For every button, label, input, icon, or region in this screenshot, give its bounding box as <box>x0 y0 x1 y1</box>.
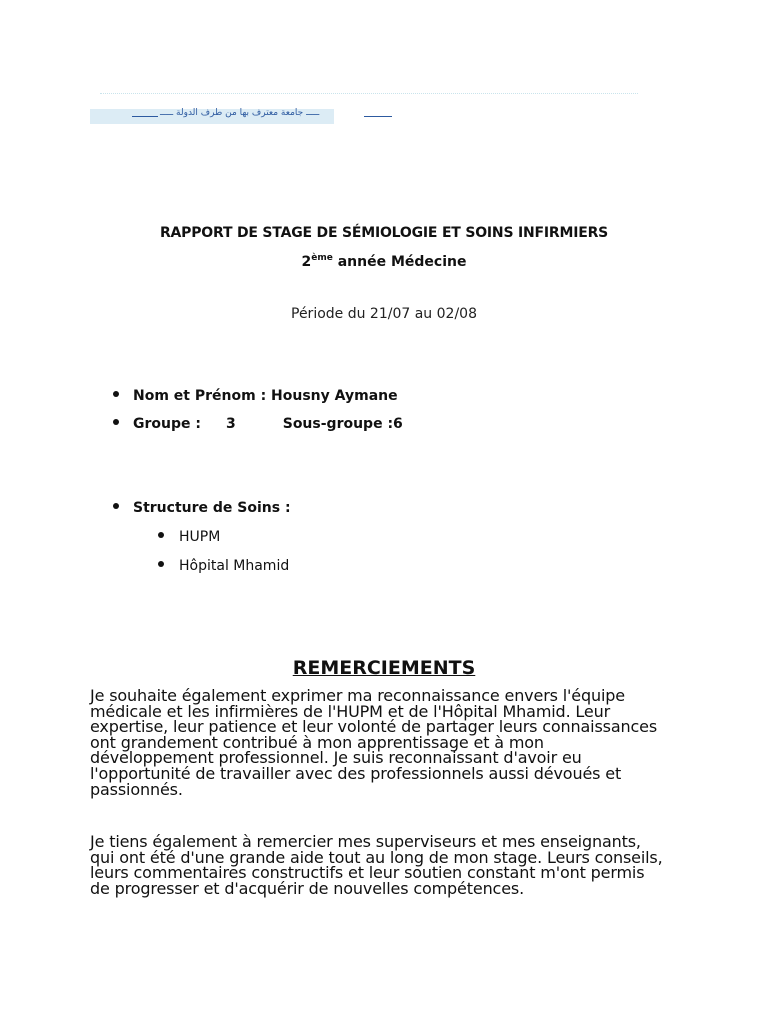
structure-item <box>158 558 289 574</box>
bullet-icon <box>113 419 119 425</box>
banner-rule-left <box>132 116 158 117</box>
list-item-group <box>113 416 403 432</box>
report-subtitle <box>0 253 768 270</box>
paragraph-line: ont grandement contribué à mon apprentissage et à mon <box>90 732 544 752</box>
bullet-icon <box>158 532 164 538</box>
name-text: Nom et Prénom : Housny Aymane <box>133 388 398 404</box>
remerciements-heading: REMERCIEMENTS <box>292 657 476 679</box>
structure-item <box>158 529 220 545</box>
paragraph-line: qui ont été d'une grande aide tout au long de mon stage. Leurs conseils, <box>90 847 663 867</box>
paragraph-line: développement professionnel. Je suis reconnaissant d'avoir eu <box>90 748 582 768</box>
subgroup-label: Sous-groupe :6 <box>282 416 403 432</box>
list-item-structure <box>113 500 291 516</box>
paragraph-line: leurs commentaires constructifs et leur soutien constant m'ont permis <box>90 863 645 883</box>
header-dotted-line <box>100 93 638 94</box>
bullet-icon <box>158 561 164 567</box>
bullet-icon <box>113 503 119 509</box>
list-item-name <box>113 388 398 404</box>
structure-item-text: Hôpital Mhamid <box>179 558 290 574</box>
paragraph-line: de progresser et d'acquérir de nouvelles compétences. <box>90 878 525 898</box>
structure-item-text: HUPM <box>179 529 221 545</box>
paragraph-line: l'opportunité de travailler avec des professionnels aussi dévoués et <box>90 763 622 783</box>
year-rest: année Médecine <box>332 254 467 270</box>
group-value: 3 <box>225 416 236 432</box>
paragraph-line: médicale et les infirmières de l'HUPM et de l'Hôpital Mhamid. Leur <box>90 701 611 721</box>
structure-label: Structure de Soins : <box>133 500 291 516</box>
banner-text: ـــــ جامعة معترف بها من طرف الدولة ـــــ <box>160 108 320 118</box>
period-text: Période du 21/07 au 02/08 <box>291 306 477 322</box>
year-number: 2 <box>301 254 312 270</box>
group-label: Groupe : <box>133 416 201 432</box>
report-title: RAPPORT DE STAGE DE SÉMIOLOGIE ET SOINS INFIRMIERS <box>159 225 609 241</box>
paragraph-line: Je souhaite également exprimer ma reconnaissance envers l'équipe <box>90 686 625 705</box>
paragraph-line: passionnés. <box>90 779 183 799</box>
remerciements-paragraph-2 <box>90 834 690 896</box>
bullet-icon <box>113 391 119 397</box>
remerciements-paragraph-1 <box>90 688 690 797</box>
banner-rule-right <box>364 116 392 117</box>
paragraph-line: Je tiens également à remercier mes superviseurs et mes enseignants, <box>90 832 641 851</box>
year-suffix: ème <box>311 253 333 263</box>
paragraph-line: expertise, leur patience et leur volonté de partager leurs connaissances <box>90 717 658 737</box>
